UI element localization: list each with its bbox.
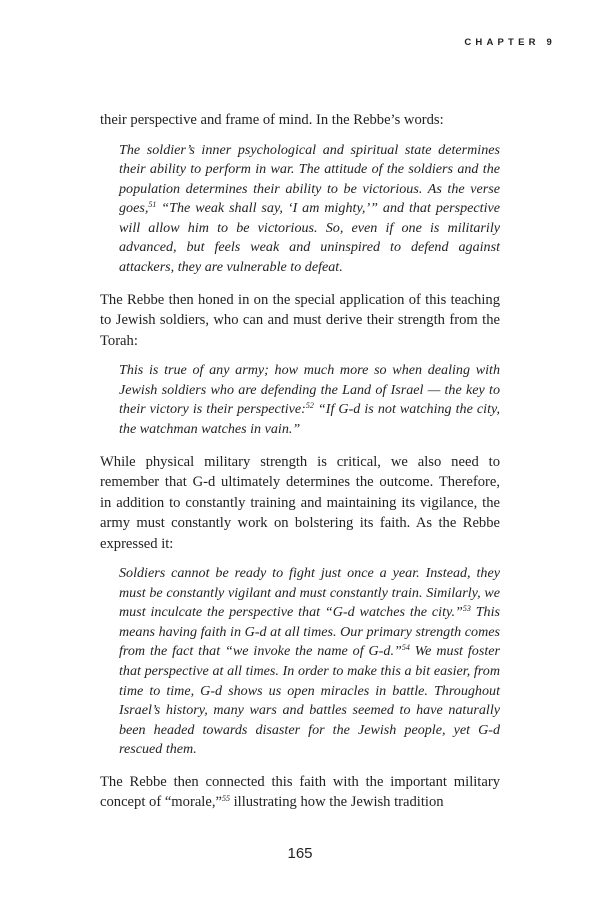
paragraph-2: The Rebbe then honed in on the special application of this teaching to Jewish soldiers, who can and must derive their strength from the Torah: (100, 291, 500, 349)
quote-2-text-b: “If G-d is not watching the city, the watchman watches in vain.” (119, 401, 500, 437)
chapter-header: CHAPTER 9 (464, 37, 556, 48)
footnote-ref-54[interactable]: 54 (401, 643, 410, 653)
paragraph-3: While physical military strength is critical, we also need to remember that G-d ultimately determines the outcome. Therefore, in addition to constantly training and maintaining its vigilance, the army must constantly work on bolstering its faith. As the Rebbe expressed it: (100, 453, 500, 552)
quote-3-text-c: We must foster that perspective at all times. In order to make this a bit easier, from time to time, G-d shows us open miracles in battle. Throughout Israel’s history, many wars and battles seemed to have naturally been headed towards disaster for the Jewish people, yet G-d rescued them. (119, 643, 500, 758)
quote-2-text-a: This is true of any army; how much more so when dealing with Jewish soldiers who are defending the Land of Israel — the key to their victory is their perspective: (119, 362, 500, 418)
page-number: 165 (287, 845, 313, 862)
paragraph-4-text-b: illustrating how the Jewish tradition (229, 794, 444, 811)
quote-3-text-a: Soldiers cannot be ready to fight just once a year. Instead, they must be constantly vigilant and must constantly train. Similarly, we must inculcate the perspective that “G-d watches the city.” (119, 565, 500, 621)
footnote-ref-51[interactable]: 51 (148, 200, 157, 210)
footnote-ref-52[interactable]: 52 (305, 401, 314, 411)
quote-3-text-b: This means having faith in G-d at all times. Our primary strength comes from the fact that “we invoke the name of G-d.” (119, 604, 500, 660)
paragraph-4-text-a: The Rebbe then connected this faith with the important military concept of “morale,” (100, 773, 500, 811)
quote-1 (119, 141, 500, 278)
paragraph-4 (100, 772, 500, 813)
quote-3 (119, 564, 500, 760)
quote-1-text-a: The soldier’s inner psychological and spiritual state determines their ability to perform in war. The attitude of the soldiers and the population determines their ability to be victorious. As the verse goes, (119, 141, 500, 217)
page-body (100, 110, 500, 823)
quote-1-text-b: “The weak shall say, ‘I am mighty,’” and that perspective will allow him to be victorious. So, even if one is militarily advanced, but feels weak and uninspired to defend against attackers, they are vulnerable to defeat. (119, 200, 500, 276)
paragraph-1: their perspective and frame of mind. In the Rebbe’s words: (100, 112, 444, 128)
footnote-ref-53[interactable]: 53 (462, 604, 471, 614)
quote-2 (119, 361, 500, 439)
footnote-ref-55[interactable]: 55 (221, 794, 230, 804)
